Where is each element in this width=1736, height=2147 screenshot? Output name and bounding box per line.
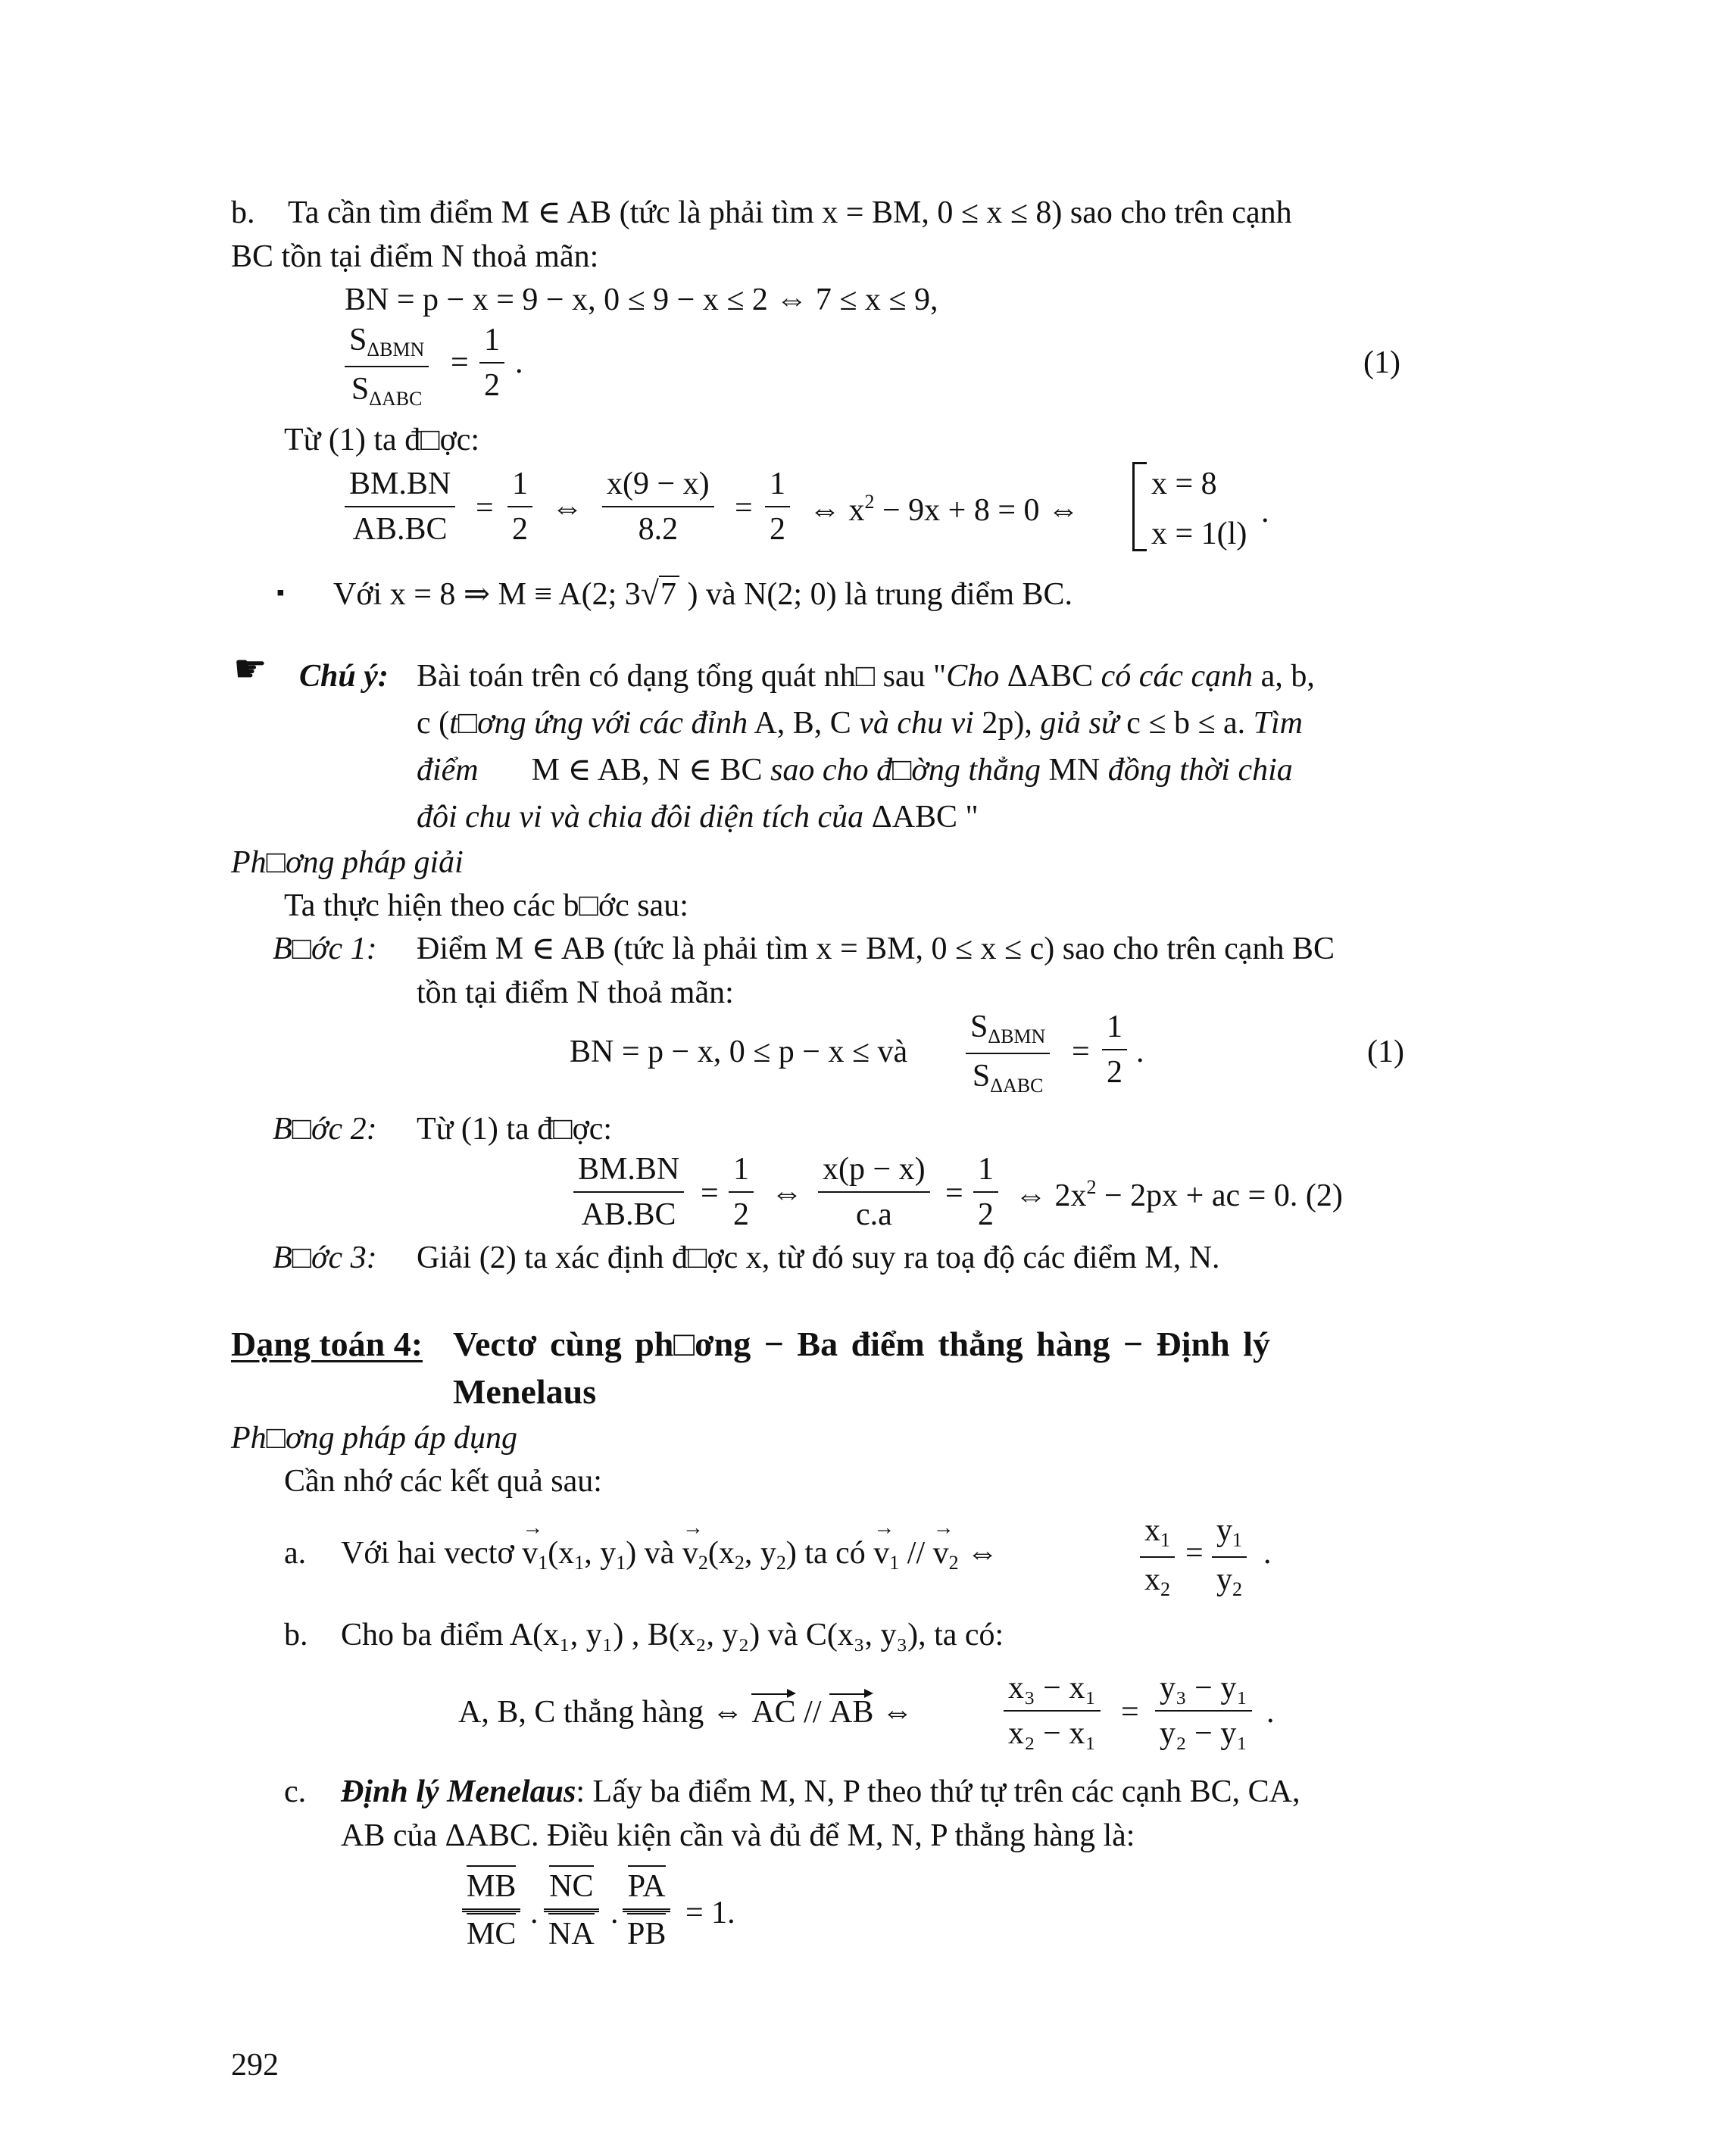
section4-title-line1: Vectơ cùng ph□ơng − Ba điểm thẳng hàng − Định lý <box>453 1325 1271 1363</box>
iff-arrow: ⇔ <box>771 1176 803 1211</box>
pointing-hand-icon: ☛ <box>233 648 267 690</box>
part-b-eq1: BN = p − x = 9 − x, 0 ≤ 9 − x ≤ 2 ⇔ 7 ≤ x ≤ 9, <box>345 282 938 317</box>
step1-label: B□ớc 1: <box>273 932 377 966</box>
page-number: 292 <box>231 2048 279 2083</box>
note-line1: Bài toán trên có dạng tổng quát nh□ sau "Cho ΔABC có các cạnh a, b, <box>417 659 1315 694</box>
period: . <box>1261 495 1269 529</box>
equals-sign: = <box>701 1176 719 1211</box>
step3-label: B□ớc 3: <box>273 1240 377 1275</box>
item-b-text: Cho ba điểm A(x₁, y₁) , B(x₂, y₂) và C(x₃, y₃), ta có: <box>341 1618 1004 1652</box>
item-a-label: a. <box>284 1536 307 1571</box>
item-c-label: c. <box>284 1774 307 1809</box>
item-c-line2: AB của ΔABC. Điều kiện cần và đủ để M, N, P thẳng hàng là: <box>341 1818 1135 1853</box>
section4-label: Dạng toán 4: <box>231 1325 423 1363</box>
step3-line1: Giải (2) ta xác định đ□ợc x, từ đó suy ra toạ độ các điểm M, N. <box>417 1240 1220 1275</box>
step1-line2: tồn tại điểm N thoả mãn: <box>417 975 734 1010</box>
item-a-x-fraction: $x_1$ $x_2$ <box>1140 1515 1175 1599</box>
equals-sign: = <box>1121 1695 1139 1730</box>
quadratic-equation: ⇔ $x^2 - 9x + 8 = 0$ ⇔ <box>809 491 1080 528</box>
area-ratio-fraction: $S_{\Delta BMN}$ $S_{\Delta ABC}$ <box>345 324 429 409</box>
step2-ratio-fraction: BM.BN AB.BC <box>573 1153 684 1231</box>
note-line4: đôi chu vi và chia đôi diện tích của ΔABC " <box>417 800 979 835</box>
equals-sign: = <box>476 491 494 526</box>
step1-area-fraction: $S_{\Delta BMN}$ $S_{\Delta ABC}$ <box>966 1011 1050 1096</box>
menelaus-result: = 1. <box>685 1896 735 1930</box>
bullet-icon: ▪ <box>276 580 285 605</box>
method-intro: Ta thực hiện theo các b□ớc sau: <box>284 888 688 923</box>
equals-sign: = <box>451 345 469 380</box>
method-title: Ph□ơng pháp giải <box>231 845 464 880</box>
note-line3: điểm M ∈ AB, N ∈ BC sao cho đ□ờng thẳng MN đồng thời chia <box>417 753 1293 788</box>
period: . <box>515 345 523 380</box>
half-fraction: 1 2 <box>729 1153 754 1231</box>
equation-label-1: (1) <box>1363 345 1400 380</box>
item-a-text: Với hai vectơ → $v_1(x_1$, $y_1$) và → $v_2(x_2$, $y_2$) ta có → $v_1$ // → $v_2$ ⇔ <box>341 1537 998 1573</box>
dot: . <box>610 1896 619 1930</box>
ratio-bm-bn-fraction: BM.BN AB.BC <box>345 468 455 545</box>
item-b-y-fraction: y₃ − y₁ y₂ − y₁ <box>1155 1672 1252 1749</box>
half-fraction: 1 2 <box>507 468 532 545</box>
step1-line1: Điểm M ∈ AB (tức là phải tìm x = BM, 0 ≤ x ≤ c) sao cho trên cạnh BC <box>417 932 1335 966</box>
period: . <box>1263 1536 1272 1571</box>
equals-sign: = <box>735 491 753 526</box>
period: . <box>1266 1695 1275 1730</box>
part-b-line1: Ta cần tìm điểm M ∈ AB (tức là phải tìm x = BM, 0 ≤ x ≤ 8) sao cho trên cạnh <box>288 195 1292 230</box>
note-label: Chú ý: <box>299 659 389 694</box>
section4-title-line2: Menelaus <box>453 1372 597 1411</box>
from-1-text: Từ (1) ta đ□ợc: <box>284 423 480 457</box>
case-1: x = 8 <box>1151 467 1217 501</box>
dot: . <box>530 1896 539 1930</box>
part-b-label: b. <box>231 195 255 230</box>
case-2: x = 1(l) <box>1151 516 1247 551</box>
note-line2: c (t□ơng ứng với các đỉnh A, B, C và chu vi 2p), giả sử c ≤ b ≤ a. Tìm <box>417 706 1303 741</box>
period: . <box>1136 1034 1144 1069</box>
step2-label: B□ớc 2: <box>273 1112 377 1147</box>
case-bracket <box>1132 462 1147 551</box>
iff-arrow: ⇔ <box>551 491 583 526</box>
part-b-line2: BC tồn tại điểm N thoả mãn: <box>231 239 599 274</box>
section4-method-title: Ph□ơng pháp áp dụng <box>231 1421 517 1456</box>
menelaus-pa-pb: PA PB <box>623 1871 670 1950</box>
step2-quadratic: ⇔ $2x^2 - 2px$ + ac = 0. (2) <box>1015 1176 1343 1213</box>
menelaus-nc-na: NC NA <box>544 1871 599 1950</box>
half-fraction: 1 2 <box>479 324 504 401</box>
item-b-x-fraction: x₃ − x₁ x₂ − x₁ <box>1004 1672 1101 1749</box>
equals-sign: = <box>945 1176 963 1211</box>
step2-line1: Từ (1) ta đ□ợc: <box>417 1112 613 1147</box>
half-fraction: 1 2 <box>765 468 790 545</box>
equals-sign: = <box>1072 1034 1090 1069</box>
item-b-equation: A, B, C thẳng hàng ⇔ AC // AB ⇔ <box>458 1695 913 1730</box>
half-fraction: 1 2 <box>973 1153 998 1231</box>
x-9-x-fraction: x(9 − x) 8.2 <box>602 468 714 545</box>
item-b-label: b. <box>284 1618 308 1652</box>
step2-xp-fraction: x(p − x) c.a <box>818 1153 930 1231</box>
step1-equation-label: (1) <box>1367 1034 1404 1069</box>
equals-sign: = <box>1185 1536 1204 1571</box>
item-c-line1: Định lý Menelaus: Lấy ba điểm M, N, P theo thứ tự trên các cạnh BC, CA, <box>341 1774 1300 1809</box>
half-fraction: 1 2 <box>1102 1011 1127 1088</box>
item-a-y-fraction: $y_1$ $y_2$ <box>1212 1515 1247 1599</box>
menelaus-mb-mc: MB MC <box>462 1871 520 1950</box>
section4-intro: Cần nhớ các kết quả sau: <box>284 1464 602 1499</box>
conclusion-line: Với x = 8 ⇒ M ≡ A(2; 3√7 ) và N(2; 0) là trung điểm BC. <box>333 575 1073 612</box>
step1-equation: BN = p − x, 0 ≤ p − x ≤ và <box>570 1034 908 1069</box>
